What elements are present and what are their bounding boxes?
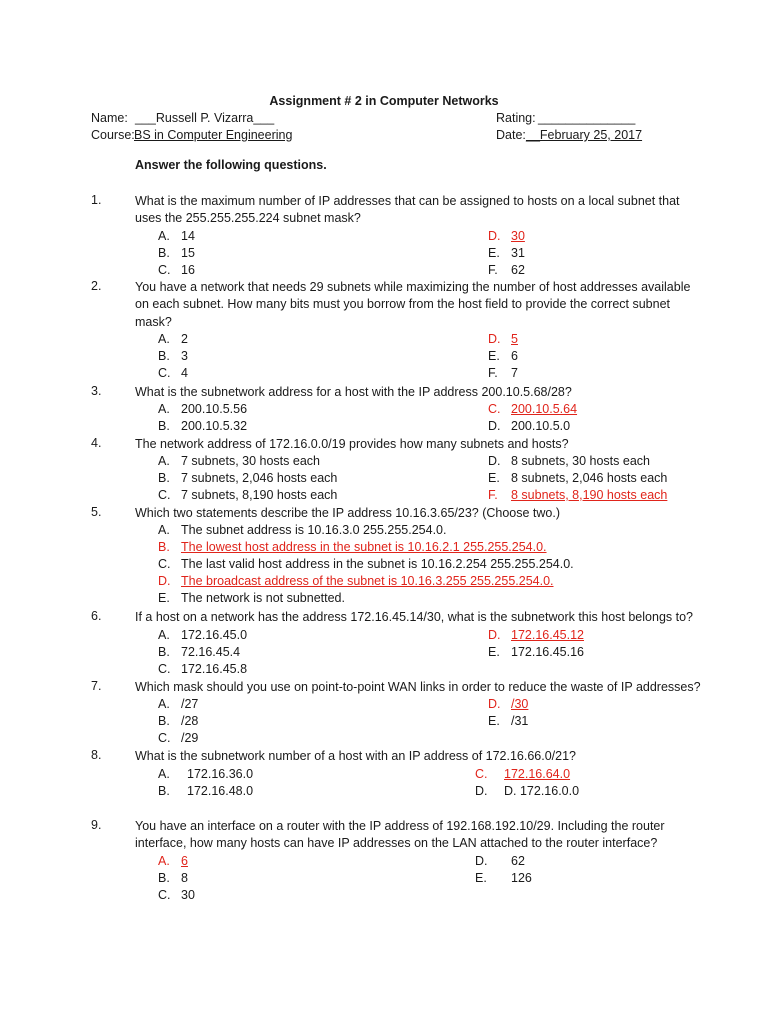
option: C. The last valid host address in the subnet is 10.16.2.254 255.255.254.0.: [158, 557, 574, 571]
option-correct: D. 172.16.45.12: [488, 628, 584, 642]
option-correct: D. The broadcast address of the subnet is 10.16.3.255 255.255.254.0.: [158, 574, 554, 588]
option: A. 7 subnets, 30 hosts each: [158, 454, 320, 468]
option: A. 200.10.5.56: [158, 402, 248, 416]
option: B. /28: [158, 714, 199, 728]
option: B. 15: [158, 246, 195, 260]
option: F. 62: [488, 263, 525, 277]
option: E. The network is not subnetted.: [158, 591, 345, 605]
option-correct: C. 172.16.64.0: [475, 767, 571, 781]
option: C. 7 subnets, 8,190 hosts each: [158, 488, 338, 502]
option: A. The subnet address is 10.16.3.0 255.255.254.0.: [158, 523, 447, 537]
option-correct: A. 6: [158, 854, 188, 868]
course-value: BS in Computer Engineering: [134, 128, 293, 142]
option-correct: D. /30: [488, 697, 529, 711]
option: A. /27: [158, 697, 199, 711]
name-label: Name:: [91, 111, 128, 125]
option: C. 4: [158, 366, 188, 380]
option: A. 14: [158, 229, 195, 243]
question-number: 3.: [91, 384, 102, 398]
document-title: Assignment # 2 in Computer Networks: [269, 94, 499, 108]
date-label: Date:: [496, 128, 526, 142]
option: B. 8: [158, 871, 188, 885]
option: A. 2: [158, 332, 188, 346]
option-correct: D. 30: [488, 229, 525, 243]
question-text: Which mask should you use on point-to-point WAN links in order to reduce the waste of IP addresses?: [135, 680, 701, 694]
option: B. 200.10.5.32: [158, 419, 248, 433]
rating-label: Rating:: [496, 111, 536, 125]
name-value: ___Russell P. Vizarra___: [135, 111, 275, 125]
option-correct: F. 8 subnets, 8,190 hosts each: [488, 488, 668, 502]
option: D. 62: [475, 854, 525, 868]
option: C. 172.16.45.8: [158, 662, 248, 676]
option: E. 6: [488, 349, 518, 363]
option: A. 172.16.45.0: [158, 628, 248, 642]
option-correct: C. 200.10.5.64: [488, 402, 578, 416]
option: B. 172.16.48.0: [158, 784, 254, 798]
date-value: __February 25, 2017: [526, 128, 643, 142]
question-number: 7.: [91, 679, 102, 693]
option: A. 172.16.36.0: [158, 767, 254, 781]
question-number: 9.: [91, 818, 102, 832]
question-number: 6.: [91, 609, 102, 623]
question-text: You have a network that needs 29 subnets while maximizing the number of host addresses available on each subnet. How many bits must you borrow from the host field to provide the correct subnet mask?: [135, 280, 691, 329]
rating-value: ______________: [538, 111, 636, 125]
question-number: 1.: [91, 193, 102, 207]
option: C. /29: [158, 731, 199, 745]
option: D. 8 subnets, 30 hosts each: [488, 454, 650, 468]
question-number: 8.: [91, 748, 102, 762]
course-label: Course:: [91, 128, 135, 142]
question-number: 4.: [91, 436, 102, 450]
option: E. /31: [488, 714, 529, 728]
option: B. 3: [158, 349, 188, 363]
option: D. 200.10.5.0: [488, 419, 571, 433]
question-text: The network address of 172.16.0.0/19 provides how many subnets and hosts?: [135, 437, 569, 451]
option-correct: B. The lowest host address in the subnet is 10.16.2.1 255.255.254.0.: [158, 540, 547, 554]
option: E. 8 subnets, 2,046 hosts each: [488, 471, 668, 485]
question-number: 2.: [91, 279, 102, 293]
question-text: What is the subnetwork address for a host with the IP address 200.10.5.68/28?: [135, 385, 572, 399]
question-text: You have an interface on a router with the IP address of 192.168.192.10/29. Including the router interface, how many hosts can have IP addresses on the LAN attached to the router interface?: [135, 819, 665, 851]
option: E. 31: [488, 246, 525, 260]
instructions: Answer the following questions.: [135, 158, 327, 172]
option: B. 72.16.45.4: [158, 645, 241, 659]
option: E. 126: [475, 871, 532, 885]
option: C. 16: [158, 263, 195, 277]
question-text: If a host on a network has the address 172.16.45.14/30, what is the subnetwork this host belongs to?: [135, 610, 693, 624]
option-correct: D. 5: [488, 332, 518, 346]
question-number: 5.: [91, 505, 102, 519]
question-text: What is the subnetwork number of a host with an IP address of 172.16.66.0/21?: [135, 749, 577, 763]
question-text: What is the maximum number of IP addresses that can be assigned to hosts on a local subnet that uses the 255.255.255.224 subnet mask?: [135, 194, 680, 226]
option: F. 7: [488, 366, 518, 380]
option: E. 172.16.45.16: [488, 645, 584, 659]
option: D. D. 172.16.0.0: [475, 784, 580, 798]
question-text: Which two statements describe the IP address 10.16.3.65/23? (Choose two.): [135, 506, 560, 520]
option: C. 30: [158, 888, 195, 902]
option: B. 7 subnets, 2,046 hosts each: [158, 471, 338, 485]
